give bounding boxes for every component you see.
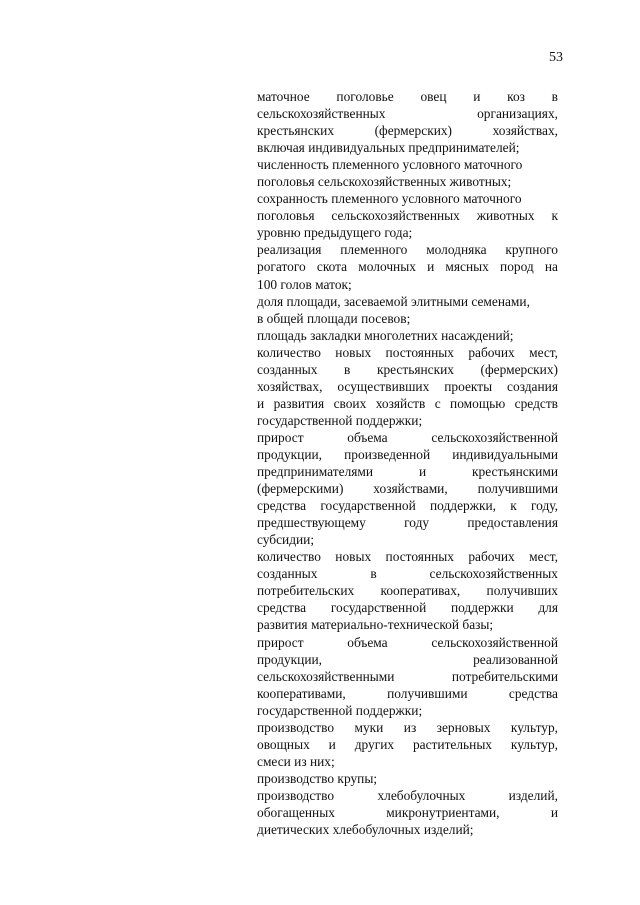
text-line: смеси из них; [257,753,335,769]
text-line: государственной поддержки; [257,412,423,428]
text-line: площадь закладки многолетних насаждений; [257,327,514,343]
document-body [257,88,558,838]
text-line: потребительских кооперативах, получивших [257,583,558,599]
text-line: созданных в крестьянских (фермерских) [257,361,558,377]
text-line: средства государственной поддержки для [257,600,558,616]
text-line: предшествующему году предоставления [257,515,558,531]
text-line: средства государственной поддержки, к году, [257,498,558,514]
text-line: хозяйствах, осуществивших проекты создания [257,378,558,394]
text-line: и развития своих хозяйств с помощью средств [257,395,558,411]
text-line: поголовья сельскохозяйственных животных; [257,174,512,190]
text-line: сельскохозяйственными потребительскими [257,668,558,684]
text-line: реализация племенного молодняка крупного [257,242,558,258]
text-line: продукции, произведенной индивидуальными [257,446,558,462]
text-line: включая индивидуальных предпринимателей; [257,140,520,156]
text-line: диетических хлебобулочных изделий; [257,822,474,838]
text-line: прирост объема сельскохозяйственной [257,429,558,445]
text-line: поголовья сельскохозяйственных животных к [257,208,558,224]
text-line: крестьянских (фермерских) хозяйствах, [257,123,558,139]
page-number: 53 [549,50,563,65]
text-line: производство хлебобулочных изделий, [257,787,558,803]
text-line: созданных в сельскохозяйственных [257,566,558,582]
text-line: производство муки из зерновых культур, [257,719,558,735]
text-line: продукции, реализованной [257,651,558,667]
text-line: численность племенного условного маточного [257,157,523,173]
text-line: обогащенных микронутриентами, и [257,804,558,820]
text-line: предпринимателями и крестьянскими [257,464,558,480]
text-line: 100 голов маток; [257,276,352,292]
text-line: количество новых постоянных рабочих мест, [257,344,558,360]
text-line: (фермерскими) хозяйствами, получившими [257,481,558,497]
text-line: кооперативами, получившими средства [257,685,558,701]
text-line: количество новых постоянных рабочих мест, [257,549,558,565]
text-line: маточное поголовье овец и коз в [257,89,558,104]
text-line: государственной поддержки; [257,702,423,718]
text-line: доля площади, засеваемой элитными семенами, [257,293,530,309]
text-line: прирост объема сельскохозяйственной [257,634,558,650]
text-line: рогатого скота молочных и мясных пород на [257,259,558,275]
text-line: в общей площади посевов; [257,310,411,326]
text-line: сохранность племенного условного маточного [257,191,522,207]
text-line: субсидии; [257,532,315,548]
text-line: развития материально-технической базы; [257,617,494,633]
text-line: производство крупы; [257,770,378,786]
text-line: уровню предыдущего года; [257,225,413,241]
text-line: овощных и других растительных культур, [257,736,558,752]
text-line: сельскохозяйственных организациях, [257,106,558,122]
